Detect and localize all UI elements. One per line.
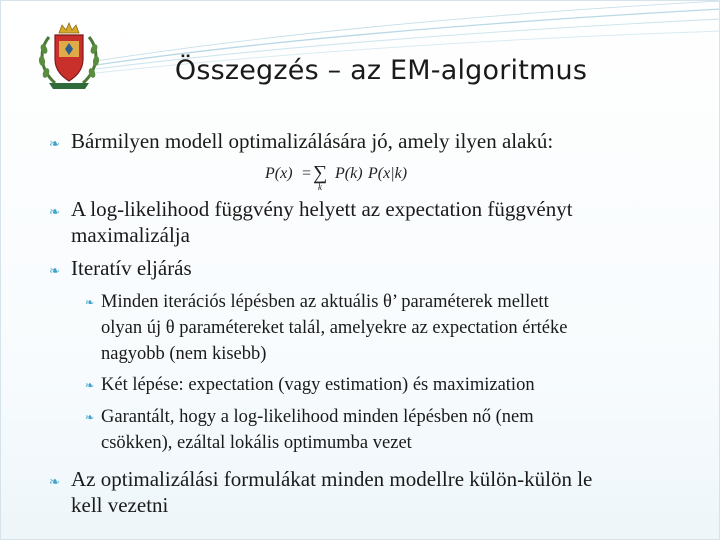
subbullet-2-line-1: Két lépése: expectation (vagy estimation) és maximization: [101, 375, 535, 395]
subbullet-1-line-1: Minden iterációs lépésben az aktuális θ’ paraméterek mellett: [101, 292, 549, 312]
subbullet-1-line-2: olyan új θ paramétereket talál, amelyekre az expectation értéke: [101, 318, 568, 338]
subbullet-marker-icon: ❧: [85, 380, 95, 392]
subbullet-marker-icon: ❧: [85, 412, 95, 424]
bullet-1: Bármilyen modell optimalizálására jó, amely ilyen alakú:: [71, 129, 554, 153]
formula-sum: ∑: [313, 162, 328, 184]
subbullet-3-line-1: Garantált, hogy a log-likelihood minden lépésben nő (nem: [101, 407, 534, 427]
bullet-2-line-1: A log-likelihood függvény helyett az expectation függvényt: [71, 197, 573, 221]
subbullet-marker-icon: ❧: [85, 297, 95, 309]
bullet-2-line-2: maximalizálja: [71, 223, 190, 247]
bullet-marker-icon: ❧: [49, 474, 60, 489]
formula-sum-index: k: [318, 182, 322, 192]
bullet-marker-icon: ❧: [49, 136, 60, 151]
formula-prior: P(k): [335, 165, 363, 182]
subbullet-1-line-3: nagyobb (nem kisebb): [101, 344, 267, 364]
formula-equals: =: [301, 165, 312, 182]
bullet-marker-icon: ❧: [49, 263, 60, 278]
slide-title: Összegzés – az EM-algoritmus: [174, 55, 588, 86]
bullet-4-line-1: Az optimalizálási formulákat minden modellre külön-külön le: [71, 467, 593, 491]
formula-mixture-model: [263, 159, 433, 193]
subbullet-3-line-2: csökken), ezáltal lokális optimumba vezet: [101, 433, 412, 453]
formula-likelihood: P(x|k): [368, 165, 408, 182]
slide-content: [1, 1, 720, 540]
bullet-4-line-2: kell vezetni: [71, 493, 169, 517]
bullet-3: Iteratív eljárás: [71, 256, 192, 280]
formula-lhs: P(x): [265, 165, 293, 182]
bullet-marker-icon: ❧: [49, 204, 60, 219]
